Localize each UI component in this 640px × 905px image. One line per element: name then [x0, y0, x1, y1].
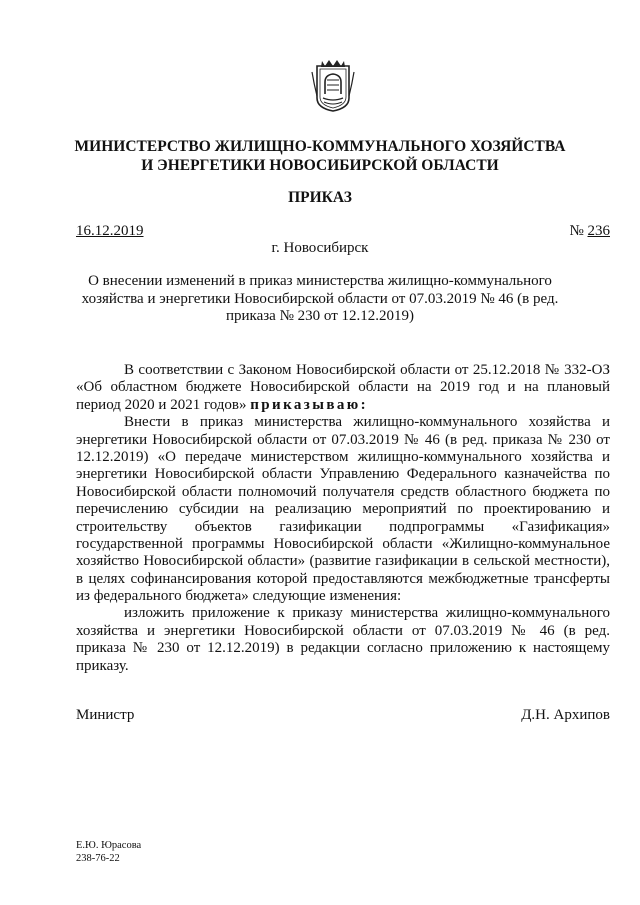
paragraph-2-line: Внести в приказ министерства жилищно-коммунального хозяйства и [124, 414, 610, 431]
subject-line: О внесении изменений в приказ министерства жилищно-коммунального [88, 273, 552, 289]
document-date: 16.12.2019 [76, 223, 144, 239]
paragraph-3-line: приказа № 230 от 12.12.2019) в редакции согласно приложению к настоящему [76, 640, 610, 657]
coat-of-arms-icon [311, 58, 355, 112]
executor-name: Е.Ю. Юрасова [76, 840, 142, 851]
ministry-name-line-1: МИНИСТЕРСТВО ЖИЛИЩНО-КОММУНАЛЬНОГО ХОЗЯЙСТВА [74, 138, 566, 155]
ministry-name-line-2: И ЭНЕРГЕТИКИ НОВОСИБИРСКОЙ ОБЛАСТИ [141, 157, 499, 174]
paragraph-2-line: хозяйство Новосибирской области» (развитие газификации в сельской местности), [76, 553, 610, 570]
paragraph-2-line: Новосибирской области полномочий получателя средств областного бюджета по [76, 483, 610, 500]
number-prefix: № [569, 223, 588, 239]
paragraph-2-line: энергетики Новосибирской области Управлению Федерального казначейства по [76, 466, 610, 483]
paragraph-2-line: перечислению субсидии на реализацию мероприятий по проектированию и [76, 501, 610, 518]
command-word: приказываю: [250, 396, 369, 413]
paragraph-3-line: хозяйства и энергетики Новосибирской области от 07.03.2019 № 46 (в ред. [76, 622, 610, 639]
paragraph-2-line: строительству объектов газификации подпрограммы «Газификация» [76, 518, 610, 535]
document-type: ПРИКАЗ [288, 189, 352, 206]
paragraph-1-line: В соответствии с Законом Новосибирской области от 25.12.2018 № 332-ОЗ [124, 362, 610, 378]
document-number [569, 222, 610, 240]
signatory-name: Д.Н. Архипов [521, 707, 610, 723]
paragraph-1-last-line [76, 397, 610, 414]
paragraph-2-line: в целях софинансирования которой предоставляются межбюджетные трансферты [76, 570, 610, 587]
executor-phone: 238-76-22 [76, 853, 120, 864]
ministry-name [60, 137, 580, 175]
paragraph-2-line: из федерального бюджета» следующие изменения: [76, 588, 402, 605]
number-value: 236 [587, 223, 610, 239]
city: г. Новосибирск [271, 240, 369, 256]
paragraph-3-line: изложить приложение к приказу министерства жилищно-коммунального [124, 605, 610, 622]
document-body [76, 362, 610, 675]
paragraph-2-line: государственной программы Новосибирской области «Жилищно-коммунальное [76, 535, 610, 552]
signatory-title: Министр [76, 707, 135, 723]
document-subject [60, 273, 580, 326]
paragraph-2-line: энергетики Новосибирской области от 07.03.2019 № 46 (в ред. приказа № 230 от [76, 431, 610, 448]
paragraph-1-line: «Об областном бюджете Новосибирской области на 2019 год и на плановый [76, 379, 610, 396]
paragraph-2-line: 12.12.2019) «О передаче министерством жилищно-коммунального хозяйства и [76, 448, 610, 465]
subject-line: приказа № 230 от 12.12.2019) [225, 308, 415, 324]
paragraph-3-line: приказу. [76, 657, 129, 674]
paragraph-1-tail: период 2020 и 2021 годов» [76, 396, 247, 413]
executor-info [76, 839, 141, 865]
subject-line: хозяйства и энергетики Новосибирской области от 07.03.2019 № 46 (в ред. [81, 290, 559, 307]
